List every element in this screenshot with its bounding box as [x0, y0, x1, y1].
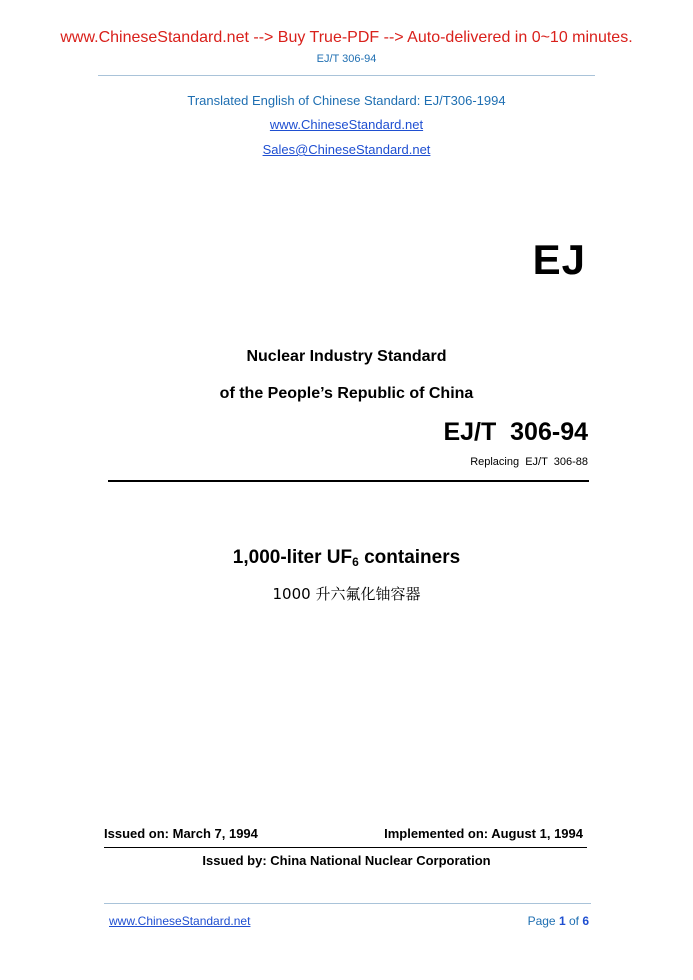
industry-standard-line1: Nuclear Industry Standard: [246, 348, 447, 365]
standard-number: EJ/T 306-94: [443, 418, 588, 446]
title-en-suffix: containers: [358, 547, 461, 568]
page-current: 1: [558, 914, 566, 928]
document-title-en: [0, 547, 693, 569]
website-link[interactable]: www.ChineseStandard.net: [269, 117, 424, 132]
promo-banner[interactable]: www.ChineseStandard.net --> Buy True-PDF --> Auto-delivered in 0~10 minutes.: [60, 29, 633, 46]
page-of: of: [565, 914, 583, 928]
replacing-note: Replacing EJ/T 306-88: [470, 456, 588, 468]
ej-logo: EJ: [532, 236, 586, 283]
header-divider: [98, 75, 595, 76]
title-en-subscript: 6: [352, 555, 359, 569]
translated-line: Translated English of Chinese Standard: EJ/T306-1994: [187, 93, 506, 108]
page-indicator: [528, 914, 589, 928]
sales-email-link[interactable]: Sales@ChineseStandard.net: [262, 142, 431, 157]
industry-standard-line2: of the People’s Republic of China: [219, 385, 474, 402]
issued-by: Issued by: China National Nuclear Corporation: [202, 853, 491, 868]
dates-divider: [104, 847, 587, 848]
footer-divider: [104, 903, 591, 904]
title-divider: [108, 480, 589, 482]
header-standard-code: EJ/T 306-94: [316, 53, 377, 65]
page-total: 6: [582, 914, 589, 928]
implemented-on-date: Implemented on: August 1, 1994: [384, 826, 583, 841]
issued-on-date: Issued on: March 7, 1994: [104, 826, 258, 841]
title-en-prefix: 1,000-liter UF: [232, 547, 353, 568]
footer-website-link[interactable]: www.ChineseStandard.net: [109, 914, 251, 928]
page-label: Page: [527, 914, 559, 928]
document-title-cn: 1000 升六氟化铀容器: [272, 585, 421, 603]
